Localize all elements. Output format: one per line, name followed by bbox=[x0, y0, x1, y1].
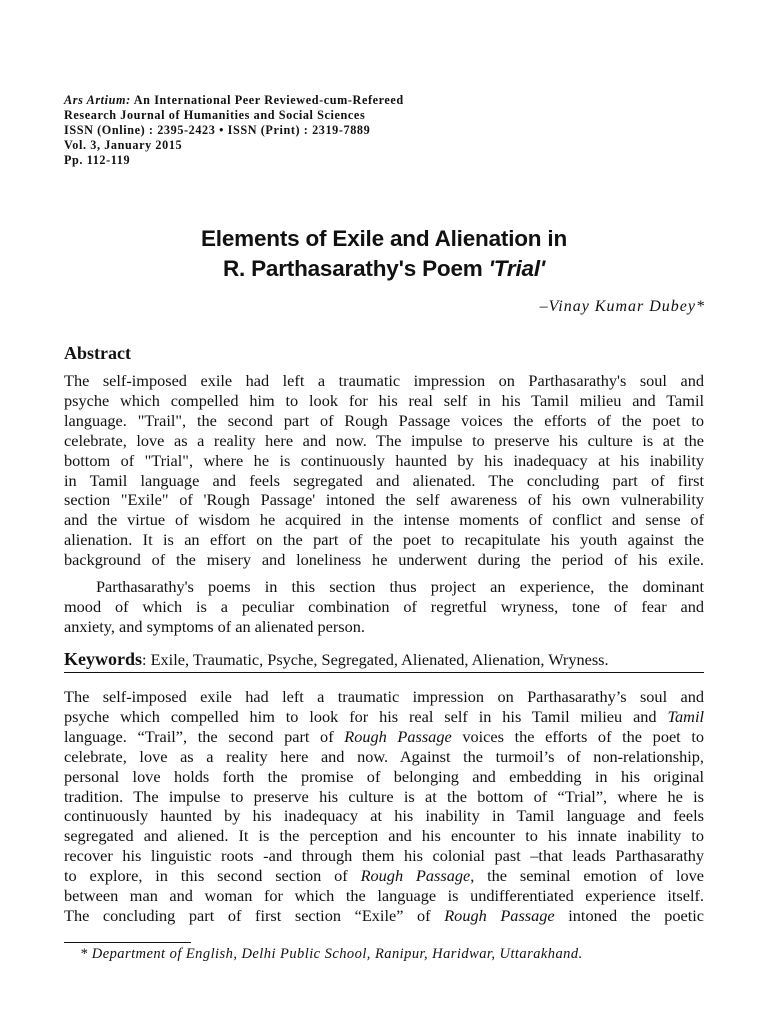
text-line: mood of which is a peculiar combination of regretful wryness, tone of fear and bbox=[64, 596, 704, 616]
text-line bbox=[64, 707, 704, 727]
journal-header bbox=[64, 93, 704, 168]
journal-subtitle: An International Peer Reviewed-cum-Refereed bbox=[133, 93, 404, 107]
keywords-label: Keywords bbox=[64, 649, 142, 669]
text-line: and the virtue of wisdom he acquired in the intense moments of conflict and sense of bbox=[64, 510, 704, 530]
text-segment-italic: Rough Passage bbox=[360, 866, 471, 886]
text-line bbox=[64, 906, 704, 926]
text-segment: voices the efforts of the poet to bbox=[451, 726, 705, 746]
text-line: anxiety, and symptoms of an alienated person. bbox=[64, 616, 365, 636]
text-line: background of the misery and loneliness he underwent during the period of his exile. bbox=[64, 550, 704, 570]
text-segment: to explore, in this second section of bbox=[64, 866, 361, 886]
text-segment-italic: Rough Passage bbox=[344, 726, 452, 746]
keywords-list: : Exile, Traumatic, Psyche, Segregated, Alienated, Alienation, Wryness. bbox=[142, 650, 609, 669]
text-line: tradition. The impulse to preserve his culture is at the bottom of “Trial”, where he is bbox=[64, 786, 704, 806]
text-line: The self-imposed exile had left a traumatic impression on Parthasarathy's soul and bbox=[64, 371, 704, 390]
keywords bbox=[64, 649, 704, 670]
journal-volume: Vol. 3, January 2015 bbox=[64, 138, 183, 152]
title-line-1: Elements of Exile and Alienation in bbox=[201, 226, 567, 251]
journal-name: Ars Artium: bbox=[64, 93, 131, 107]
text-segment: , the seminal emotion of love bbox=[470, 866, 705, 886]
journal-name-line bbox=[64, 93, 704, 108]
abstract-paragraph-1 bbox=[64, 371, 704, 570]
text-line: celebrate, love as a reality here and now. Against the turmoil’s of non-relationship, bbox=[64, 746, 704, 766]
text-line: psyche which compelled him to look for his real self in his Tamil milieu and Tamil bbox=[64, 390, 704, 410]
journal-issn: ISSN (Online) : 2395-2423 • ISSN (Print) : 2319-7889 bbox=[64, 123, 371, 137]
title-line-2-text: R. Parthasarathy's Poem bbox=[222, 256, 489, 281]
text-line: in Tamil language and feels segregated and alienated. The concluding part of first bbox=[64, 470, 704, 490]
footnote-divider bbox=[64, 942, 191, 943]
title-line-2 bbox=[0, 254, 768, 284]
text-line: personal love holds forth the promise of belonging and embedding in his original bbox=[64, 766, 704, 786]
title-poem-name: 'Trial' bbox=[488, 256, 546, 281]
text-line: bottom of "Trial", where he is continuously haunted by his inadequacy at his inability bbox=[64, 450, 704, 470]
paper-title bbox=[0, 224, 768, 284]
text-line: The self-imposed exile had left a traumatic impression on Parthasarathy’s soul and bbox=[64, 687, 704, 706]
text-segment: psyche which compelled him to look for his real self in his Tamil milieu and bbox=[64, 706, 668, 726]
footnote: * Department of English, Delhi Public School, Ranipur, Haridwar, Uttarakhand. bbox=[80, 946, 583, 962]
abstract-paragraph-2 bbox=[64, 577, 704, 637]
text-line: between man and woman for which the language is undifferentiated experience itself. bbox=[64, 886, 704, 906]
body-paragraph bbox=[64, 687, 704, 926]
text-line: language. "Trail", the second part of Rough Passage voices the efforts of the poet to bbox=[64, 410, 704, 430]
author: –Vinay Kumar Dubey* bbox=[539, 298, 705, 315]
text-segment: intoned the poetic bbox=[554, 905, 705, 925]
text-line bbox=[64, 866, 704, 886]
text-line: segregated and aliened. It is the perception and his encounter to his innate inability to bbox=[64, 826, 704, 846]
text-segment: language. “Trail”, the second part of bbox=[64, 726, 345, 746]
text-line: Parthasarathy's poems in this section thus project an experience, the dominant bbox=[96, 577, 704, 596]
journal-line2: Research Journal of Humanities and Social Sciences bbox=[64, 108, 366, 122]
text-line: continuously haunted by his inadequacy at his inability in Tamil language and feels bbox=[64, 806, 704, 826]
text-segment: The concluding part of first section “Exile” of bbox=[64, 905, 445, 925]
text-segment-italic: Tamil bbox=[667, 706, 704, 726]
text-line: celebrate, love as a reality here and now. The impulse to preserve his culture is at the bbox=[64, 430, 704, 450]
keywords-divider bbox=[64, 672, 704, 673]
text-line: alienation. It is an effort on the part of the poet to recapitulate his youth against the bbox=[64, 530, 704, 550]
text-segment-italic: Rough Passage bbox=[444, 905, 555, 925]
text-line: section "Exile" of 'Rough Passage' intoned the self awareness of his own vulnerability bbox=[64, 490, 704, 510]
journal-pages: Pp. 112-119 bbox=[64, 153, 131, 167]
abstract-heading: Abstract bbox=[64, 343, 131, 363]
text-line: recover his linguistic roots -and through them his colonial past –that leads Parthasarathy bbox=[64, 846, 704, 866]
text-line bbox=[64, 727, 704, 747]
